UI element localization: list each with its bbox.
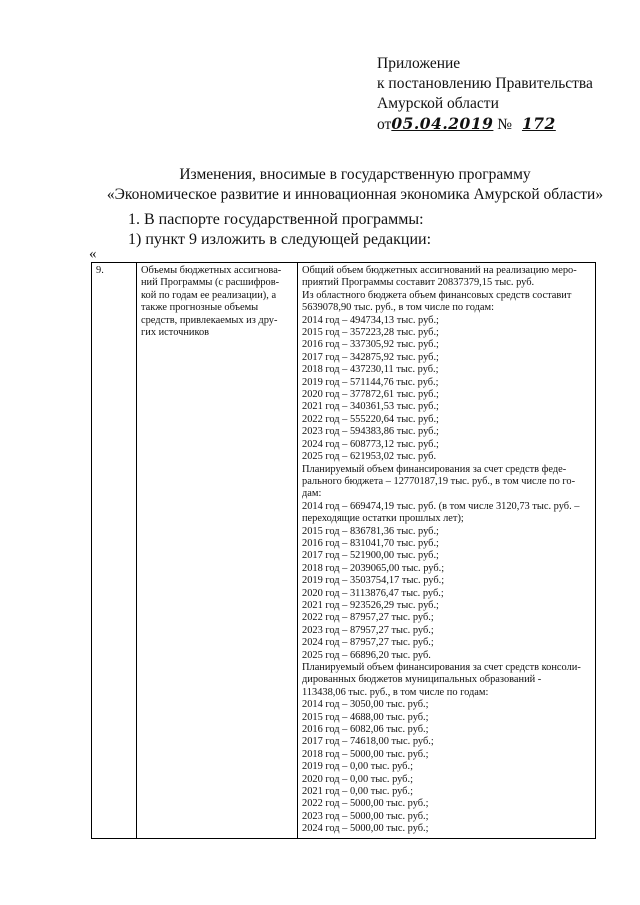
content-line: 2016 год – 831041,70 тыс. руб.; (302, 537, 439, 549)
label-line: средств, привлекаемых из дру- (141, 314, 278, 326)
content-line: 2019 год – 571144,76 тыс. руб.; (302, 376, 439, 388)
section-heading (128, 210, 431, 250)
number-prefix: № (497, 116, 513, 133)
content-line: приятий Программы составит 20837379,15 тыс. руб. (302, 277, 535, 289)
content-line: 2019 год – 0,00 тыс. руб.; (302, 761, 413, 773)
title-line-2: «Экономическое развитие и инновационная экономика Амурской области» (106, 186, 604, 203)
content-line: 2020 год – 0,00 тыс. руб.; (302, 773, 413, 785)
content-line: 2017 год – 342875,92 тыс. руб.; (302, 351, 439, 363)
content-line: 2025 год – 66896,20 тыс. руб. (302, 649, 431, 661)
row-label-cell (137, 263, 298, 839)
label-line: также прогнозные объемы (141, 302, 259, 314)
section-item-1: 1. В паспорте государственной программы: (128, 211, 424, 228)
content-line: 113438,06 тыс. руб., в том числе по годам: (302, 686, 489, 698)
content-line: 2018 год – 437230,11 тыс. руб.; (302, 364, 439, 376)
content-line: 2016 год – 337305,92 тыс. руб.; (302, 339, 439, 351)
content-line: 2024 год – 608773,12 тыс. руб.; (302, 438, 439, 450)
content-line: 2021 год – 0,00 тыс. руб.; (302, 786, 413, 798)
content-line: 2014 год – 494734,13 тыс. руб.; (302, 314, 439, 326)
handwritten-date: 05.04.2019 (391, 114, 494, 133)
handwritten-number: 172 (521, 114, 556, 133)
date-prefix: от (377, 116, 392, 133)
content-line: 2021 год – 340361,53 тыс. руб.; (302, 401, 439, 413)
content-line: Общий объем бюджетных ассигнований на реализацию меро- (302, 265, 577, 276)
content-line: 2018 год – 2039065,00 тыс. руб.; (302, 562, 445, 574)
label-line: Объемы бюджетных ассигнова- (141, 265, 282, 276)
content-line: 2015 год – 836781,36 тыс. руб.; (302, 525, 439, 537)
table-row (92, 263, 596, 839)
content-line: дам: (302, 488, 322, 500)
document-title (60, 165, 640, 205)
content-line: 2017 год – 74618,00 тыс. руб.; (302, 736, 434, 748)
content-line: 2024 год – 87957,27 тыс. руб.; (302, 637, 434, 649)
opening-quote-mark: « (89, 246, 97, 262)
content-line: 2020 год – 3113876,47 тыс. руб.; (302, 587, 444, 599)
appendix-resolution-line: к постановлению Правительства (377, 75, 593, 92)
label-line: ний Программы (с расшифров- (141, 277, 280, 289)
content-line: Из областного бюджета объем финансовых средств составит (302, 289, 572, 301)
content-line: 2023 год – 87957,27 тыс. руб.; (302, 624, 434, 636)
label-line: кой по годам ее реализации), а (141, 289, 277, 301)
content-line: 2017 год – 521900,00 тыс. руб.; (302, 550, 439, 562)
content-line: переходящие остатки прошлых лет); (302, 513, 464, 525)
content-line: 2021 год – 923526,29 тыс. руб.; (302, 599, 439, 611)
content-line: 2023 год – 5000,00 тыс. руб.; (302, 810, 429, 822)
content-line: 2014 год – 669474,19 тыс. руб. (в том числе 3120,73 тыс. руб. – (302, 500, 580, 512)
row-number-cell: 9. (92, 263, 137, 839)
content-line: 2015 год – 357223,28 тыс. руб.; (302, 327, 439, 339)
content-line: 2022 год – 5000,00 тыс. руб.; (302, 798, 429, 810)
content-line: 2016 год – 6082,06 тыс. руб.; (302, 724, 429, 736)
label-line: гих источников (141, 327, 210, 339)
content-line: дированных бюджетов муниципальных образований - (302, 674, 542, 686)
content-line: 5639078,90 тыс. руб., в том числе по годам: (302, 302, 494, 314)
section-item-2: 1) пункт 9 изложить в следующей редакции: (128, 231, 432, 248)
content-line: 2022 год – 555220,64 тыс. руб.; (302, 413, 439, 425)
content-line: рального бюджета – 12770187,19 тыс. руб., в том числе по го- (302, 475, 576, 487)
title-line-1: Изменения, вносимые в государственную программу (179, 166, 531, 183)
content-line: 2018 год – 5000,00 тыс. руб.; (302, 748, 429, 760)
content-line: 2024 год – 5000,00 тыс. руб.; (302, 823, 429, 835)
content-line: 2019 год – 3503754,17 тыс. руб.; (302, 575, 445, 587)
content-line: Планируемый объем финансирования за счет средств феде- (302, 463, 567, 475)
passport-table (91, 262, 596, 839)
content-line: 2014 год – 3050,00 тыс. руб.; (302, 699, 429, 711)
appendix-header (377, 54, 593, 135)
content-line: 2015 год – 4688,00 тыс. руб.; (302, 711, 429, 723)
appendix-title: Приложение (377, 55, 461, 72)
content-line: Планируемый объем финансирования за счет средств консоли- (302, 662, 581, 673)
appendix-date-number-line (377, 114, 593, 135)
content-line: 2023 год – 594383,86 тыс. руб.; (302, 426, 439, 438)
row-content-cell (298, 263, 596, 839)
content-line: 2025 год – 621953,02 тыс. руб. (302, 451, 437, 463)
content-line: 2022 год – 87957,27 тыс. руб.; (302, 612, 434, 624)
appendix-region-line: Амурской области (377, 95, 499, 112)
content-line: 2020 год – 377872,61 тыс. руб.; (302, 389, 439, 401)
